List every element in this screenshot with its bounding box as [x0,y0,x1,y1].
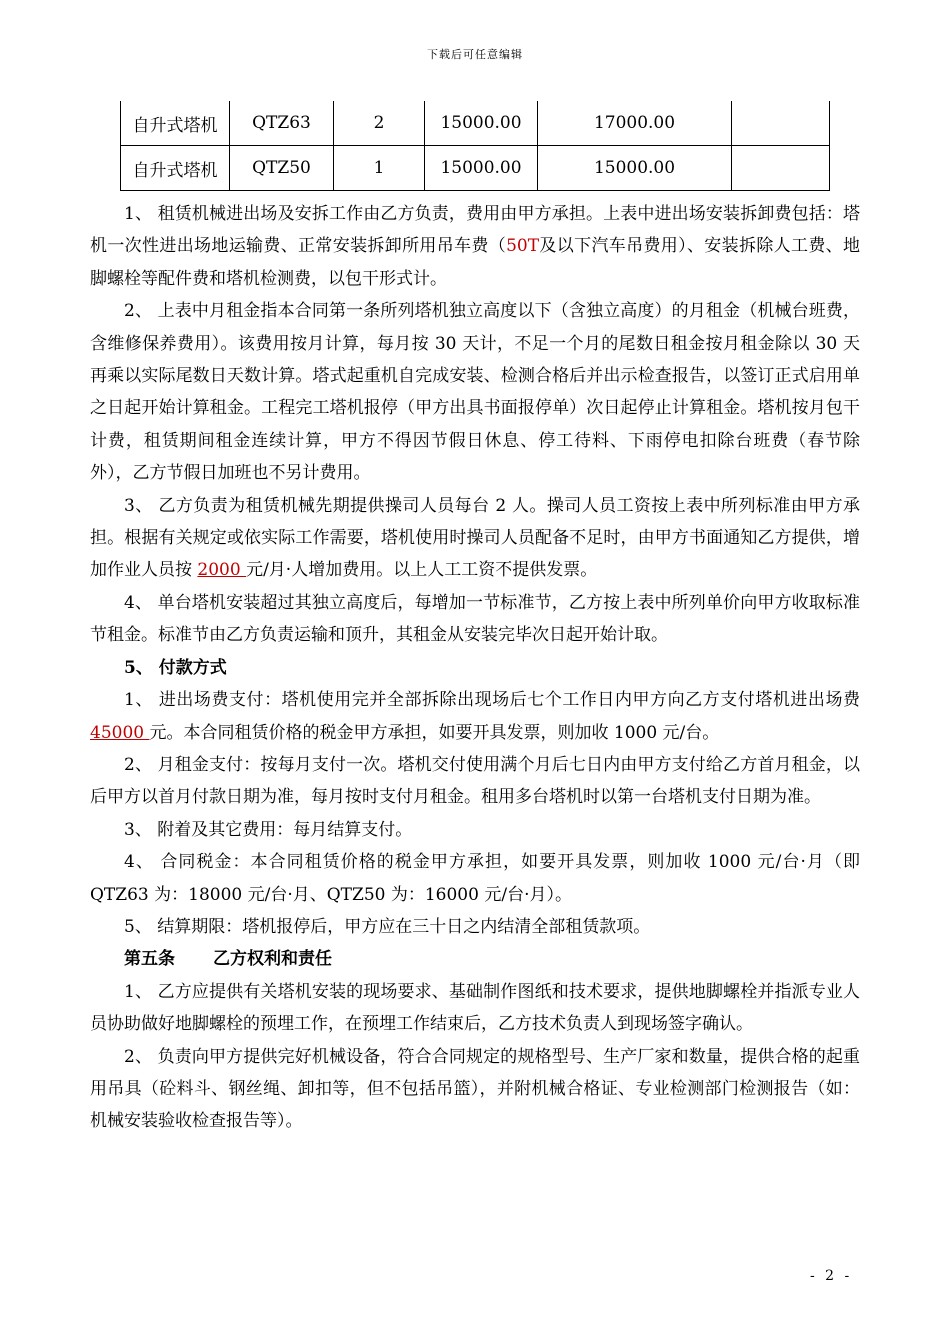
table-cell: 自升式塔机 [121,101,230,146]
table-cell: 17000.00 [538,101,732,146]
table-cell: QTZ50 [230,146,334,191]
paragraph: 2、 月租金支付：按每月支付一次。塔机交付使用满个月后七日内由甲方支付给乙方首月租金，以后甲方以首月付款日期为准，每月按时支付月租金。租用多台塔机时以第一台塔机支付日期为准。 [90,754,860,808]
article-heading [90,943,860,975]
table-row [121,146,830,191]
page-header: 下载后可任意编辑 [427,48,523,61]
paragraph [90,490,860,587]
section-heading: 5、 付款方式 [124,657,227,678]
article-title: 乙方权利和责任 [213,949,332,970]
highlight-text: 2000 [197,560,247,581]
table-cell: 15000.00 [425,101,538,146]
table-cell [732,146,830,191]
table-row [121,101,830,146]
text-span: 及以下汽车吊费用）、安装拆除人工费、地脚螺栓等配件费和塔机检测费，以包干形式计。 [90,236,861,289]
paragraph: 2、 上表中月租金指本合同第一条所列塔机独立高度以下（含独立高度）的月租金（机械台班费，含维修保养费用）。该费用按月计算，每月按 30 天计，不足一个月的尾数日租金按月租金除以 30 天再乘以实际尾数日天数计算。塔式起重机自完成安装、检测合格后并出示检查报告，以签订正式启用单之日起开始计算租金。工程完工塔机报停（甲方出具书面报停单）次日起停止计算租金。塔机按月包干计费，租赁期间租金连续计算，甲方不得因节假日休息、停工待料、下雨停电扣除台班费（春节除外），乙方节假日加班也不另计费用。 [90,301,860,484]
paragraph [90,684,860,749]
table-cell: 自升式塔机 [121,146,230,191]
text-span: 元。本合同租赁价格的税金甲方承担，如要开具发票，则加收 1000 元/台。 [149,722,720,743]
page-number: - 2 - [810,1268,853,1284]
text-span: 1、 进出场费支付：塔机使用完并全部拆除出现场后七个工作日内甲方向乙方支付塔机进出场费 [124,690,860,711]
table-cell [732,101,830,146]
rental-table [120,101,830,191]
table-cell: QTZ63 [230,101,334,146]
text-span: 1、 租赁机械进出场及安拆工作由乙方负责，费用由甲方承担。上表中进出场安装拆卸费包括：塔机一次性进出场地运输费、正常安装拆卸所用吊车费（ [90,204,860,257]
paragraph [90,198,860,295]
paragraph: 3、 附着及其它费用：每月结算支付。 [124,819,413,840]
paragraph: 4、 合同税金：本合同租赁价格的税金甲方承担，如要开具发票，则加收 1000 元/台·月（即 QTZ63 为：18000 元/台·月、QTZ50 为：16000 元/台·月）。 [90,852,860,905]
paragraph: 5、 结算期限：塔机报停后，甲方应在三十日之内结清全部租赁款项。 [124,916,651,937]
text-span: 元/月·人增加费用。以上人工工资不提供发票。 [246,560,598,581]
document-body [90,198,860,1138]
paragraph: 1、 乙方应提供有关塔机安装的现场要求、基础制作图纸和技术要求，提供地脚螺栓并指派专业人员协助做好地脚螺栓的预埋工作，在预埋工作结束后，乙方技术负责人到现场签字确认。 [90,981,860,1035]
highlight-text: 50T [506,236,540,257]
table-cell: 2 [334,101,425,146]
paragraph: 2、 负责向甲方提供完好机械设备，符合合同规定的规格型号、生产厂家和数量，提供合格的起重用吊具（砼料斗、钢丝绳、卸扣等，但不包括吊篮），并附机械合格证、专业检测部门检测报告（如：机械安装验收检查报告等）。 [90,1046,860,1132]
article-number: 第五条 [124,949,175,970]
highlight-text: 45000 [90,722,150,743]
paragraph: 4、 单台塔机安装超过其独立高度后，每增加一节标准节，乙方按上表中所列单价向甲方收取标准节租金。标准节由乙方负责运输和顶升，其租金从安装完毕次日起开始计取。 [90,592,860,646]
table-cell: 15000.00 [538,146,732,191]
table-cell: 15000.00 [425,146,538,191]
text-span: 3、 乙方负责为租赁机械先期提供操司人员每台 2 人。操司人员工资按上表中所列标准由甲方承担。根据有关规定或依实际工作需要，塔机使用时操司人员配备不足时，由甲方书面通知乙方提供，增加作业人员按 [90,495,860,581]
table-cell: 1 [334,146,425,191]
